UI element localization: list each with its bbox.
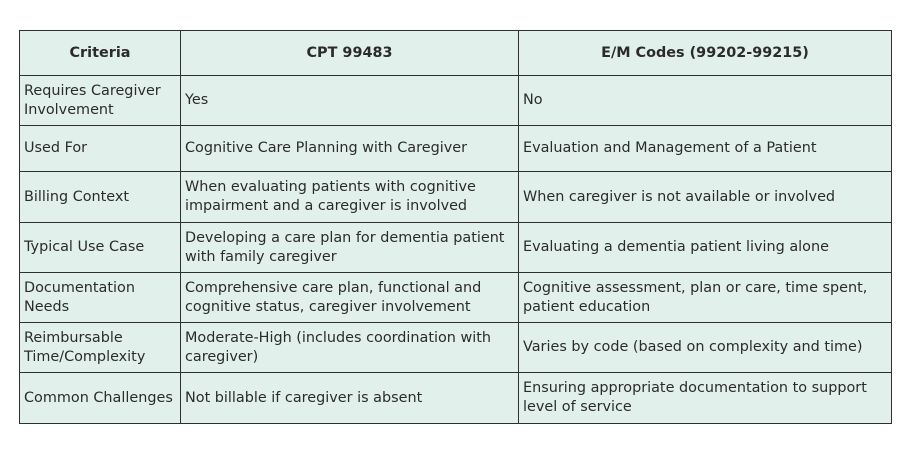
cpt-99483-cell: Yes [181, 76, 519, 126]
em-codes-cell: Ensuring appropriate documentation to support level of service [519, 373, 892, 424]
table-header-row [20, 31, 892, 76]
table-row [20, 76, 892, 126]
cpt-99483-cell: Cognitive Care Planning with Caregiver [181, 126, 519, 172]
cpt-99483-cell: When evaluating patients with cognitive impairment and a caregiver is involved [181, 172, 519, 223]
cpt-99483-cell: Not billable if caregiver is absent [181, 373, 519, 424]
table-row [20, 126, 892, 172]
criteria-cell: Common Challenges [20, 373, 181, 424]
table-row [20, 223, 892, 273]
em-codes-cell: When caregiver is not available or involved [519, 172, 892, 223]
em-codes-cell: Cognitive assessment, plan or care, time spent, patient education [519, 273, 892, 323]
criteria-cell: Reimbursable Time/Complexity [20, 323, 181, 373]
em-codes-cell: No [519, 76, 892, 126]
criteria-cell: Requires Caregiver Involvement [20, 76, 181, 126]
criteria-cell: Typical Use Case [20, 223, 181, 273]
table-row [20, 273, 892, 323]
cpt-99483-cell: Developing a care plan for dementia patient with family caregiver [181, 223, 519, 273]
comparison-table [19, 30, 892, 424]
criteria-cell: Used For [20, 126, 181, 172]
comparison-table-container [19, 30, 892, 424]
cpt-99483-cell: Moderate-High (includes coordination with caregiver) [181, 323, 519, 373]
table-row [20, 172, 892, 223]
table-row [20, 373, 892, 424]
em-codes-cell: Varies by code (based on complexity and time) [519, 323, 892, 373]
header-em-codes: E/M Codes (99202-99215) [519, 31, 892, 76]
table-row [20, 323, 892, 373]
em-codes-cell: Evaluating a dementia patient living alone [519, 223, 892, 273]
cpt-99483-cell: Comprehensive care plan, functional and cognitive status, caregiver involvement [181, 273, 519, 323]
header-criteria: Criteria [20, 31, 181, 76]
em-codes-cell: Evaluation and Management of a Patient [519, 126, 892, 172]
criteria-cell: Documentation Needs [20, 273, 181, 323]
header-cpt-99483: CPT 99483 [181, 31, 519, 76]
criteria-cell: Billing Context [20, 172, 181, 223]
